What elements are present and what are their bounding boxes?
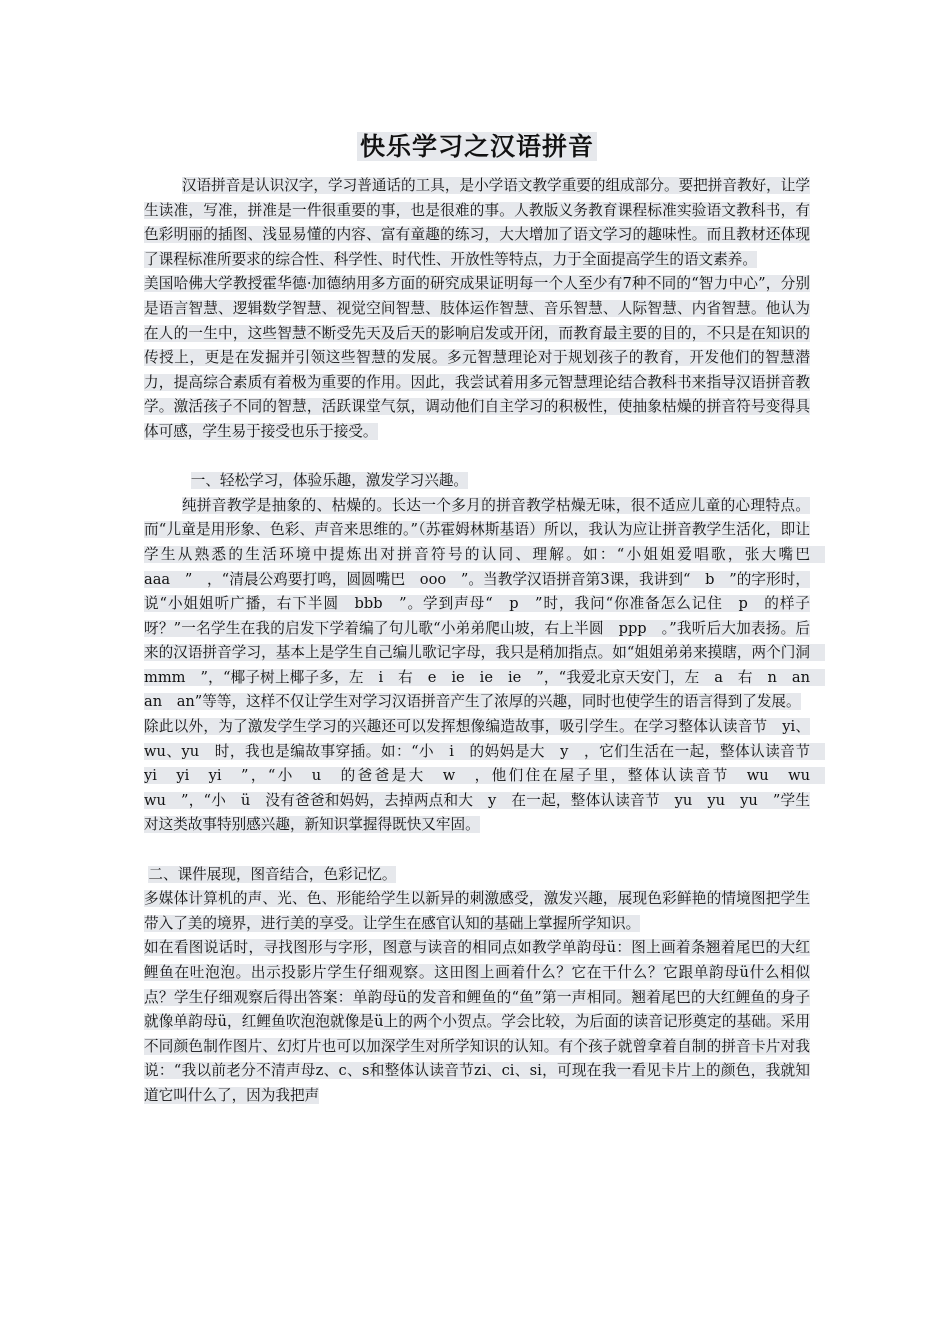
paragraph-stories-text: 除此以外，为了激发学生学习的兴趣还可以发挥想像编造故事，吸引学生。在学习整体认读音节 yi、wu、yu 时，我也是编故事穿插。如：“小 i 的妈妈是大 y ，它们生活在一起，整体认读音节 yi yi yi ”，“小 u 的爸爸是大 w ，他们住在屋子里，整体认读音节 wu wu wu ”，“小 ü 没有爸爸和妈妈，去掉两点和大 y 在一起，整体认读音节 yu yu yu ”学生对这类故事特别感兴趣，新知识掌握得既快又牢固。: [144, 718, 825, 834]
blank-line: [144, 838, 810, 863]
document-page: [144, 128, 825, 1238]
document-title: [144, 128, 810, 166]
paragraph-picture-talk-text: 如在看图说话时，寻找图形与字形，图意与读音的相同点如教学单韵母ü：图上画着条翘着尾巴的大红鲤鱼在吐泡泡。出示投影片学生仔细观察。这田图上画着什么？它在干什么？它跟单韵母ü什么相似点？学生仔细观察后得出答案：单韵母ü的发音和鲤鱼的“鱼”第一声相同。翘着尾巴的大红鲤鱼的身子就像单韵母ü，红鲤鱼吹泡泡就像是ü上的两个小贺点。学会比较，为后面的读音记形奠定的基础。采用不同颜色制作图片、幻灯片也可以加深学生对所学知识的认知。有个孩子就曾拿着自制的拼音卡片对我说：“我以前老分不清声母z、c、s和整体认读音节zi、ci、si，可现在我一看见卡片上的颜色，我就知道它叫什么了，因为我把声: [144, 939, 810, 1104]
section-heading-1: [144, 469, 810, 494]
paragraph-intro-text: 汉语拼音是认识汉字，学习普通话的工具，是小学语文教学重要的组成部分。要把拼音教好，让学生读准，写准，拼准是一件很重要的事，也是很难的事。人教版义务教育课程标准实验语文教科书，有色彩明丽的插图、浅显易懂的内容、富有童趣的练习，大大增加了语文学习的趣味性。而且教材还体现了课程标准所要求的综合性、科学性、时代性、开放性等特点，力于全面提高学生的语文素养。: [144, 177, 810, 268]
section-heading-1-text: 一、轻松学习，体验乐趣，激发学习兴趣。: [190, 472, 469, 490]
paragraph-picture-talk: [144, 936, 810, 1108]
paragraph-multiple-intelligences-text: 美国哈佛大学教授霍华德·加德纳用多方面的研究成果证明每一个人至少有7种不同的“智力中心”，分别是语言智慧、逻辑数学智慧、视觉空间智慧、肢体运作智慧、音乐智慧、人际智慧、内省智慧。他认为在人的一生中，这些智慧不断受先天及后天的影响启发或开闭，而教育最主要的目的，不只是在知识的传授上，更是在发掘并引领这些智慧的发展。多元智慧理论对于规划孩子的教育，开发他们的智慧潜力，提高综合素质有着极为重要的作用。因此，我尝试着用多元智慧理论结合教科书来指导汉语拼音教学。激活孩子不同的智慧，活跃课堂气氛，调动他们自主学习的积极性，使抽象枯燥的拼音符号变得具体可感，学生易于接受也乐于接受。: [144, 275, 810, 440]
paragraph-multiple-intelligences: [144, 272, 810, 444]
paragraph-multimedia-text: 多媒体计算机的声、光、色、形能给学生以新异的刺激感受，激发兴趣，展现色彩鲜艳的情境图把学生带入了美的境界，进行美的享受。让学生在感官认知的基础上掌握所学知识。: [144, 890, 810, 932]
blank-line: [144, 445, 810, 470]
paragraph-intro: [144, 174, 810, 272]
paragraph-multimedia: [144, 887, 810, 936]
paragraph-pinyin-life: [144, 494, 825, 715]
paragraph-stories: [144, 715, 825, 838]
document-title-text: 快乐学习之汉语拼音: [357, 132, 597, 161]
section-heading-2: [144, 863, 810, 888]
section-heading-2-text: 二、课件展现，图音结合，色彩记忆。: [148, 865, 397, 883]
paragraph-pinyin-life-text: 纯拼音教学是抽象的、枯燥的。长达一个多月的拼音教学枯燥无味，很不适应儿童的心理特点。而“儿童是用形象、色彩、声音来思维的。”（苏霍姆林斯基语）所以，我认为应让拼音教学生活化，即让学生从熟悉的生活环境中提炼出对拼音符号的认同、理解。如：“小姐姐爱唱歌，张大嘴巴 aaa ” ，“清晨公鸡要打鸣，圆圆嘴巴 ooo ”。当教学汉语拼音第3课，我讲到“ b ”的字形时，说“小姐姐听广播，右下半圆 bbb ”。学到声母“ p ”时，我问“你准备怎么记住 p 的样子呀？”一名学生在我的启发下学着编了句儿歌“小弟弟爬山坡，右上半圆 ppp 。”我听后大加表扬。后来的汉语拼音学习，基本上是学生自己编儿歌记字母，我只是稍加指点。如“姐姐弟弟来摸瞎，两个门洞 mmm ”，“椰子树上椰子多，左 i 右 e ie ie ie ”，“我爱北京天安门，左 a 右 n an an an”等等，这样不仅让学生对学习汉语拼音产生了浓厚的兴趣，同时也使学生的语言得到了发展。: [144, 496, 825, 711]
